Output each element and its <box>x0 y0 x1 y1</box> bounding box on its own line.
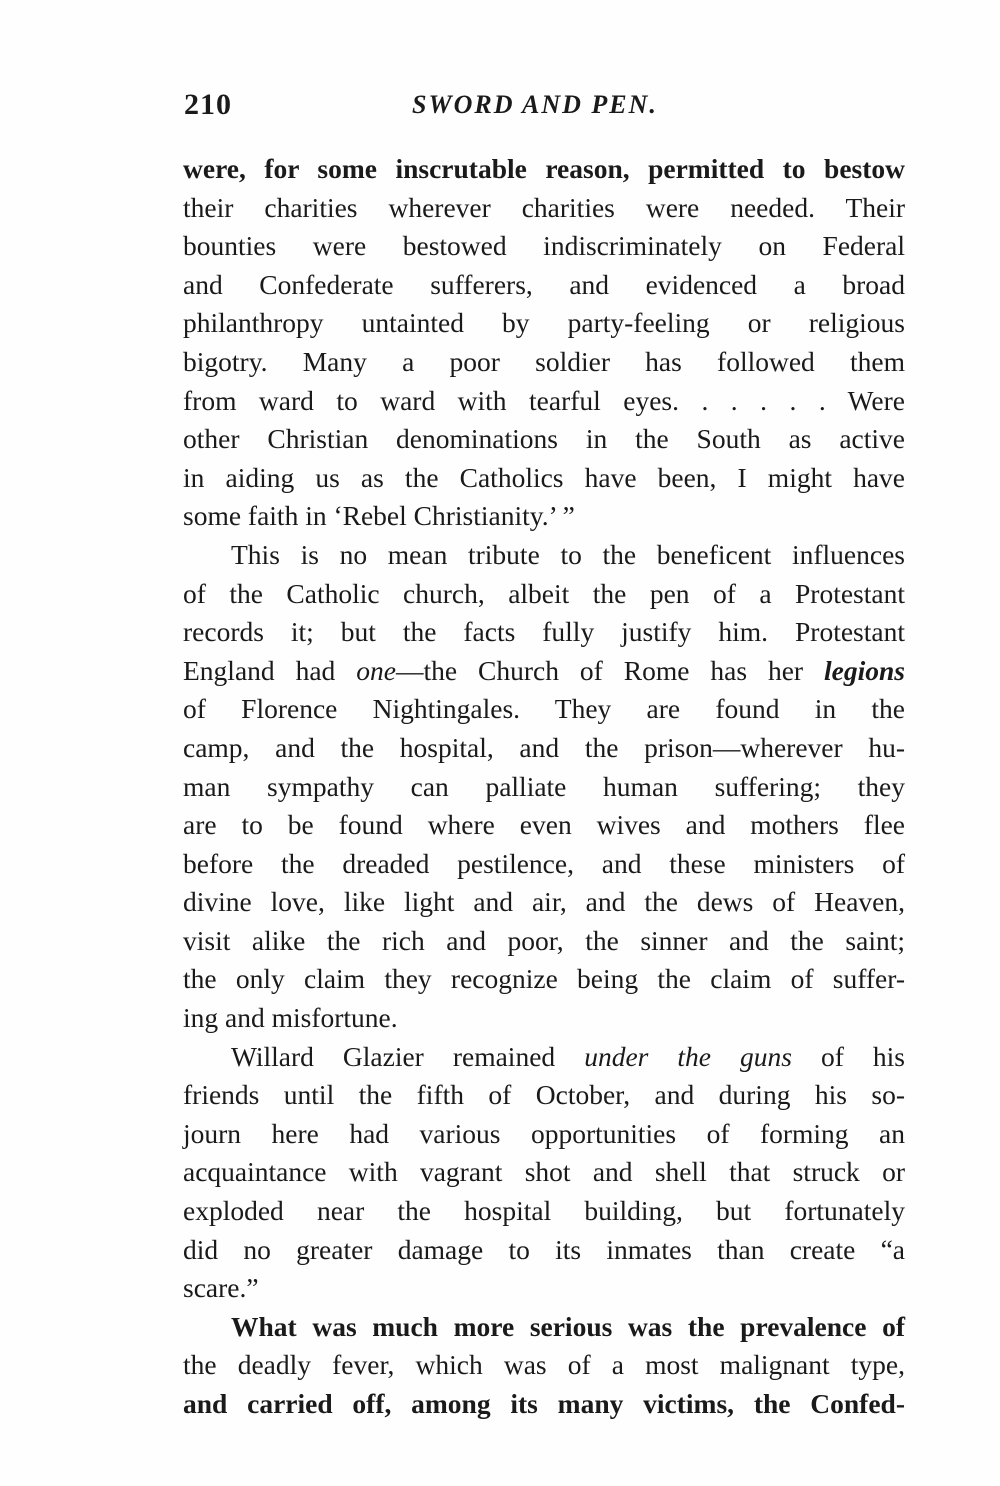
text-line: friends until the fifth of October, and during his so- <box>183 1079 905 1111</box>
text-line: and Confederate sufferers, and evidenced a broad <box>183 268 905 300</box>
text-line: visit alike the rich and poor, the sinner and the saint; <box>183 924 905 956</box>
text-line: did no greater damage to its inmates than create “a <box>183 1233 905 1265</box>
text-line: in aiding us as the Catholics have been, I might have <box>183 461 905 493</box>
emphasis: under the guns <box>584 1040 792 1072</box>
emphasis: one <box>356 654 396 686</box>
text-line: This is no mean tribute to the beneficent influences <box>231 538 905 570</box>
paragraph-1 <box>183 150 905 536</box>
text-line: were, for some inscrutable reason, permitted to bestow <box>183 153 905 184</box>
text-line: acquaintance with vagrant shot and shell that struck or <box>183 1156 905 1188</box>
text-line: from ward to ward with tearful eyes. . . . . . Were <box>183 384 905 416</box>
page-number: 210 <box>184 88 232 121</box>
text-line-with-emphasis <box>183 652 905 691</box>
text-line: are to be found where even wives and mothers flee <box>183 809 905 841</box>
text-line: records it; but the facts fully justify him. Protestant <box>183 616 905 648</box>
text-line: ing and misfortune. <box>183 1002 398 1034</box>
running-head <box>184 88 904 128</box>
text-line: of the Catholic church, albeit the pen of a Protestant <box>183 577 905 609</box>
text-line: divine love, like light and air, and the dews of Heaven, <box>183 886 905 918</box>
body-text <box>183 150 905 1424</box>
text-line: camp, and the hospital, and the prison—wherever hu- <box>183 731 905 763</box>
text-line: journ here had various opportunities of forming an <box>183 1117 905 1149</box>
text-line: before the dreaded pestilence, and these ministers of <box>183 847 905 879</box>
text-run: England had <box>183 654 357 686</box>
text-line: other Christian denominations in the South as active <box>183 423 905 455</box>
text-line: bigotry. Many a poor soldier has followed them <box>183 345 905 377</box>
text-line: What was much more serious was the prevalence of <box>231 1310 905 1342</box>
text-line: exploded near the hospital building, but fortunately <box>183 1195 905 1227</box>
text-run: Willard Glazier remained <box>231 1040 585 1072</box>
text-line: the deadly fever, which was of a most malignant type, <box>183 1349 905 1381</box>
text-line: of Florence Nightingales. They are found in the <box>183 693 905 725</box>
text-line-with-emphasis <box>183 1038 905 1077</box>
text-line: their charities wherever charities were needed. Their <box>183 191 905 223</box>
text-line: philanthropy untainted by party-feeling or religious <box>183 307 905 339</box>
emphasis: legions <box>824 654 905 686</box>
text-line: bounties were bestowed indiscriminately on Federal <box>183 230 905 262</box>
paragraph-4 <box>183 1308 905 1424</box>
text-line: and carried off, among its many victims, the Confed- <box>183 1388 905 1419</box>
running-title: SWORD AND PEN. <box>412 90 658 119</box>
text-line: scare.” <box>183 1272 259 1304</box>
paragraph-3 <box>183 1038 905 1308</box>
text-line: the only claim they recognize being the claim of suffer- <box>183 963 905 995</box>
text-run: —the Church of Rome has her <box>395 654 825 686</box>
text-run: of his <box>791 1040 905 1072</box>
text-line: some faith in ‘Rebel Christianity.’ ” <box>183 500 575 532</box>
text-line: man sympathy can palliate human suffering; they <box>183 770 905 802</box>
paragraph-2 <box>183 536 905 1038</box>
